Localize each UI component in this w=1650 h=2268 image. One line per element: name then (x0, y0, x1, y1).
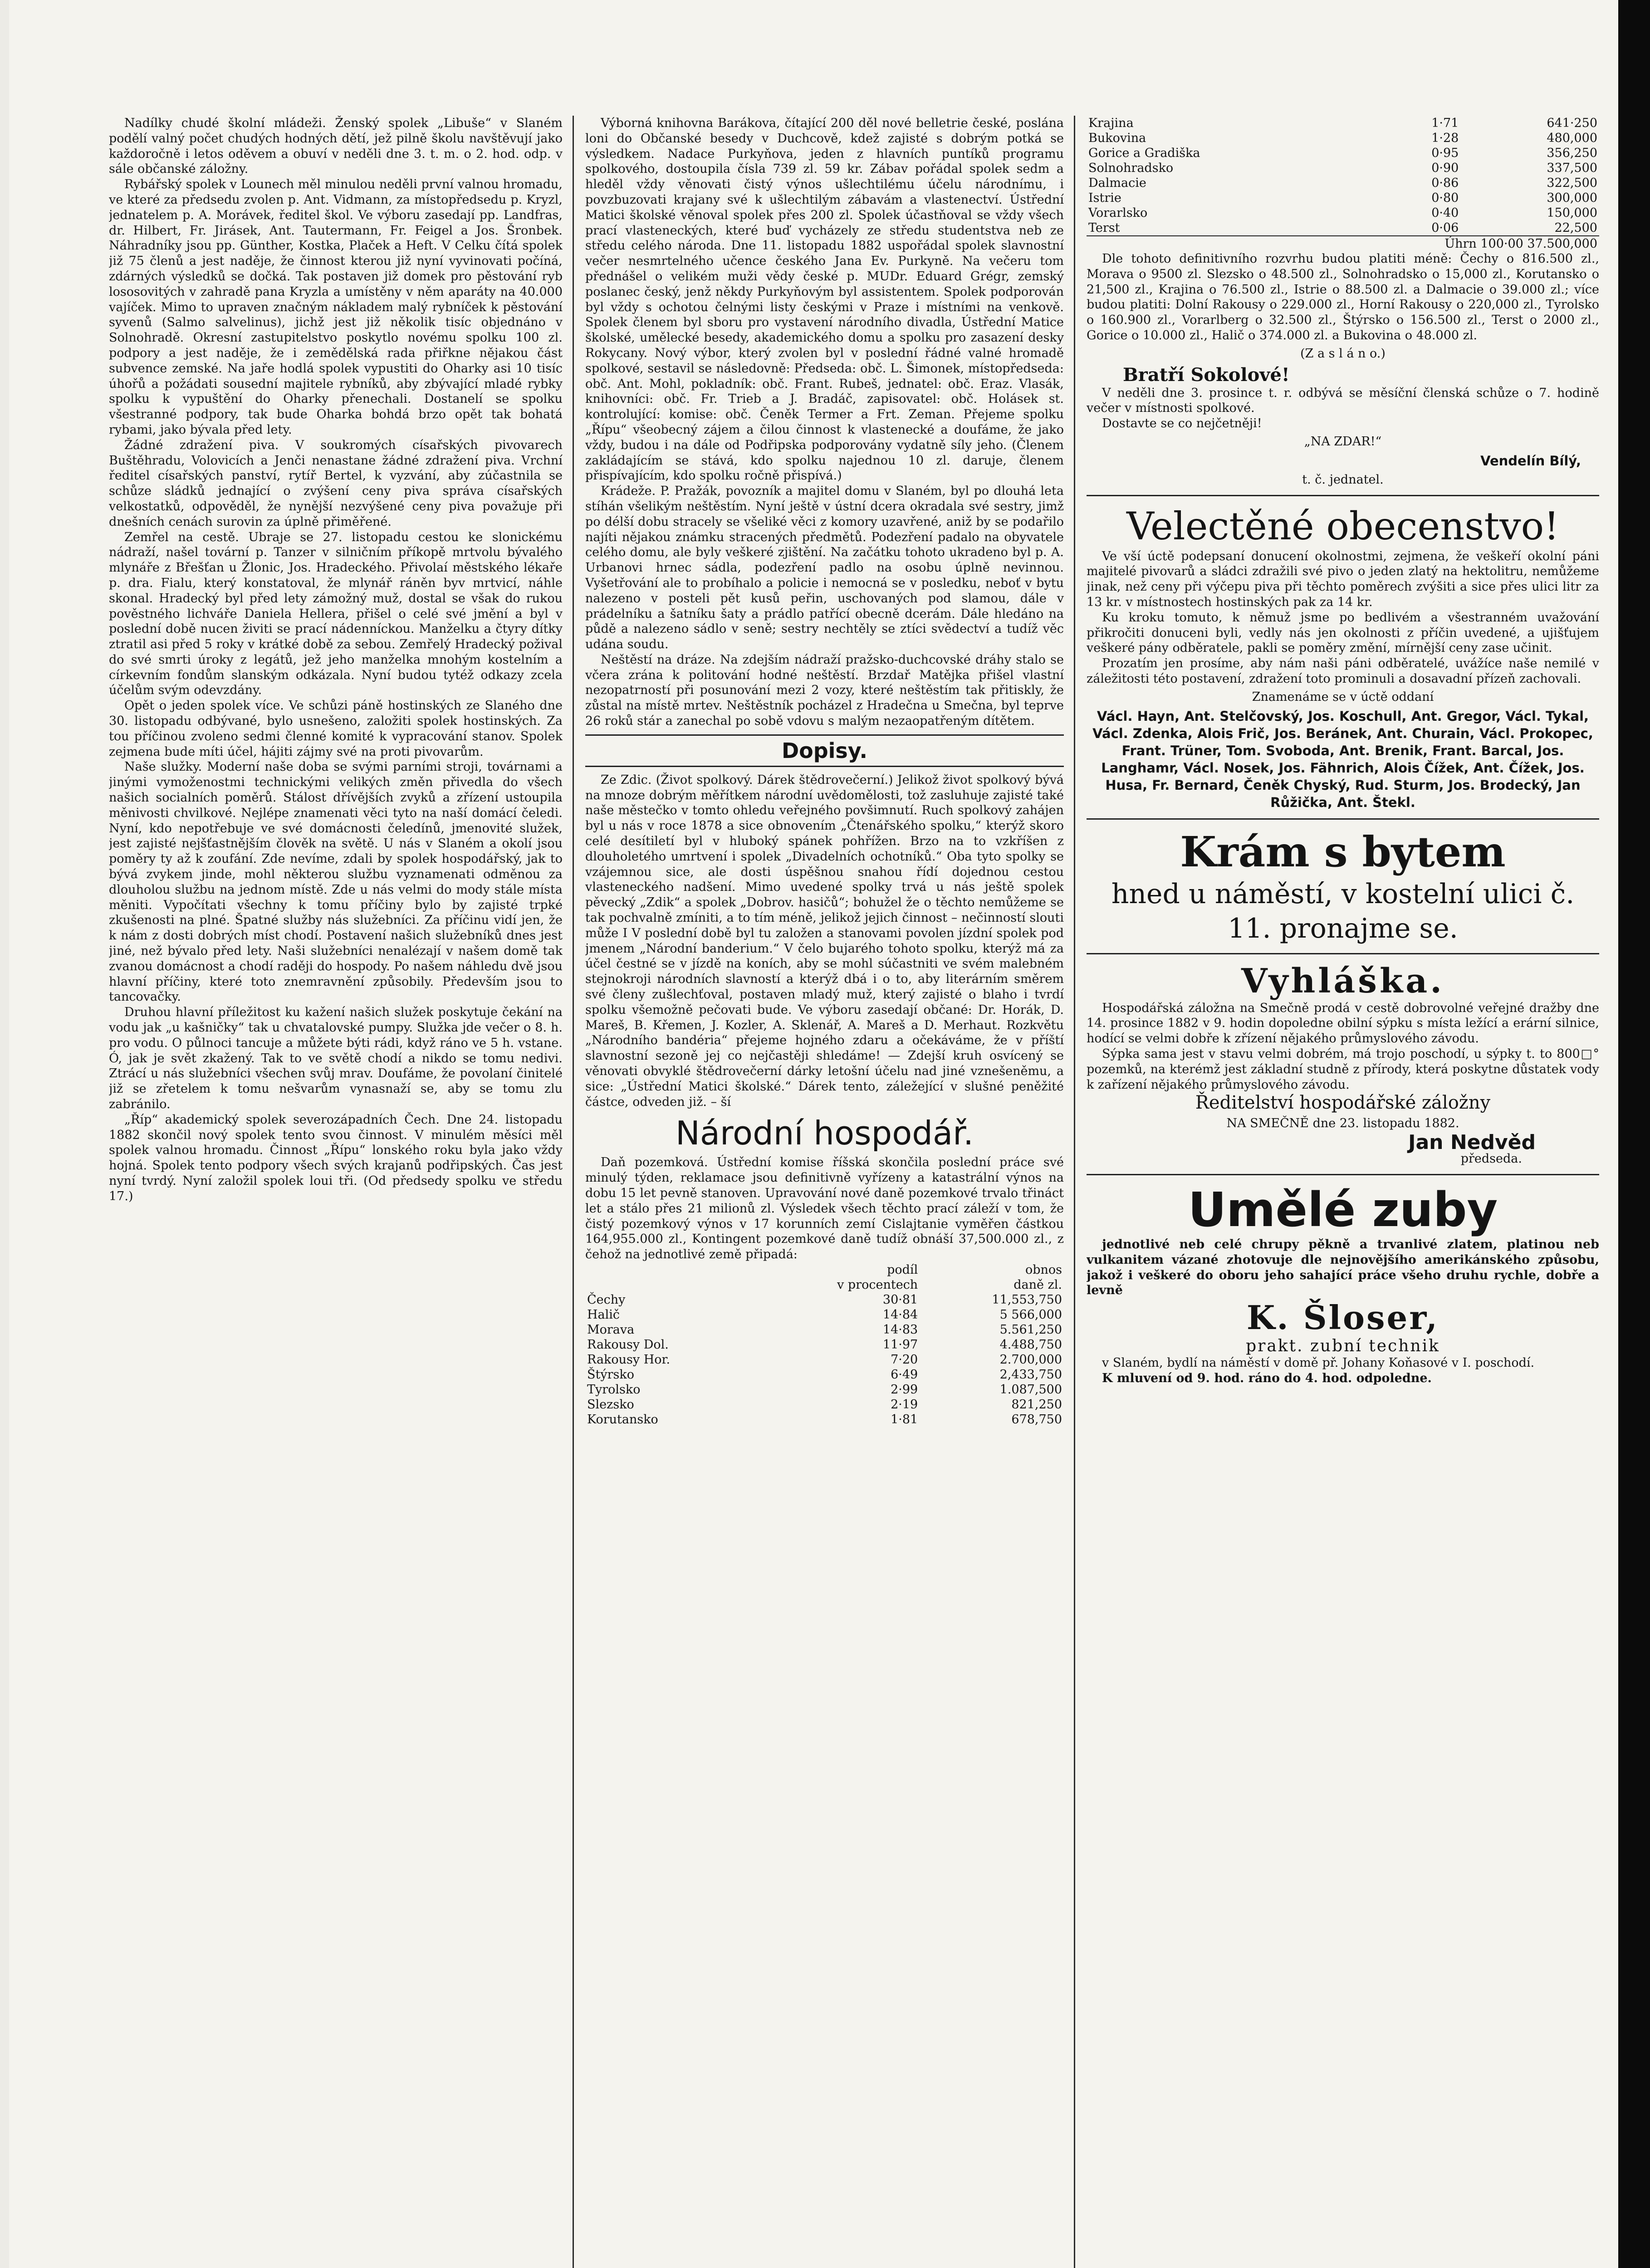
article-druha-prilezitost: Druhou hlavní příležitost ku kažení našich služek poskytuje čekání na vodu jak „u kašničky“ tak u chvatalovské pumpy. Služka jde večer o 8. h. pro vodu. O půlnoci tancuje a můžete býti rádi, když ráno ve 5 h. vstane. Ó, jak je svět zkažený. Tak to ve světě chodí a nikdo se tomu nedivi. Ztrácí u nás služebníci všechen svůj mrav. Doufáme, že povolaní činitelé již se zřetelem k tomu nešvarům vynasnaží se, aby se tomu zlu zabránilo. (109, 1005, 563, 1111)
column-2 (585, 116, 1064, 2268)
share: 0·86 (1431, 176, 1459, 190)
tax-head-amount: obnos (1025, 1262, 1062, 1277)
amount: 11,553,750 (992, 1292, 1062, 1307)
tax-conclusion: Dle tohoto definitivního rozvrhu budou platiti méně: Čechy o 816.500 zl., Morava o 9500 zl. Slezsko o 48.500 zl., Solnohradsko o 15,000 zl., Korutansko o 21,500 zl., Krajina o 76.500 zl., Istrie o 88.500 zl. a Dalmacie o 39.000 zl.; více budou platiti: Dolní Rakousy o 229.000 zl., Horní Rakousy o 220,000 zl., Tyrolsko o 160.900 zl., Vorarlberg o 32.500 zl., Štýrsko o 156.500 zl., Terst o 2000 zl., Gorice o 10.000 zl., Halič o 374.000 zl. a Bukovina o 48.000 zl. (1087, 252, 1599, 342)
share: 1·71 (1431, 116, 1459, 130)
scan-edge (1618, 0, 1650, 2268)
table-row (1087, 146, 1599, 161)
article-nadilky: Nadílky chudé školní mládeži. Ženský spolek „Libuše“ v Slaném podělí valný počet chudých hodných dětí, jež pilně školu navštěvují jako každoročně i letos oděvem a obuví v neděli dne 3. t. m. o 2. hod. odp. v sále občanské záložny. (109, 116, 563, 176)
column-1 (109, 116, 563, 2268)
article-zdrazeni-piva: Žádné zdražení piva. V soukromých císařských pivovarech Buštěhradu, Volovicích a Jenči nenastane žádné zdražení piva. Vrchní ředitel císařských panství, rytíř Bertel, k vyzvání, aby zúčastnila se schůze sládků jednající o zvýšení ceny piva správa císařských velkostatků, odpověděl, že nynější nezvýšené ceny piva považuje při dnešních cenách surovin za úplně přiměřené. (109, 438, 563, 529)
amount: 300,000 (1547, 191, 1597, 205)
article-nestesti-na-draze: Neštěstí na dráze. Na zdejším nádraží pražsko-duchcovské dráhy stalo se včera zrána k politování hodné neštěstí. Brzdař Matějka přišel vlastní nezopatrností při posunování mezi 2 vozy, které neštěstím tak přitiskly, že zůstal na místě mrtev. Neštěstník pocházel z Hradečna u Smečna, byl teprve 26 roků stár a zanechal po sobě vdovu s malým nezaopatřeným dítětem. (585, 652, 1064, 728)
table-row (1087, 191, 1599, 205)
table-row (585, 1382, 1064, 1397)
table-row (1087, 116, 1599, 131)
divider (1087, 495, 1599, 496)
article-rip-spolek: „Říp“ akademický spolek severozápadních Čech. Dne 24. listopadu 1882 skončil nový spolek tento svou činnost. V minulém měsíci měl spolek valnou hromadu. Činnost „Řípu“ lonského roku byla jako vždy hojná. Spolek tento podpory všech svých krajanů podřipských. Čas jest nyní tvrdý. Nyní založil spolek loui tři. (Od předsedy spolku ve středu 17.) (109, 1112, 563, 1203)
share: 11·97 (882, 1337, 918, 1352)
znamename: Znamenáme se v úctě oddaní (1252, 689, 1434, 704)
sloser-hours: K mluvení od 9. hod. ráno do 4. hod. odpoledne. (1102, 1371, 1432, 1385)
amount: 150,000 (1547, 206, 1597, 220)
zuby-heading: Umělé zuby (1188, 1182, 1498, 1237)
divider (1087, 1174, 1599, 1175)
zaslano-label: (Z a s l á n o.) (1300, 346, 1386, 361)
vyhlaska-heading: Vyhláška. (1241, 961, 1444, 1001)
article-dan-pozemkova: Daň pozemková. Ústřední komise říšská skončila poslední práce své minulý týden, reklamace jsou definitivně vyřízeny a katastrální výnos na dobu 15 let pevně stanoven. Upravování nové daně pozemkové trvalo třináct let a stálo přes 21 milionů zl. Výsledek všech těchto prací záleží v tom, že čistý pozemkový výnos v 17 korunních zemí Cislajtanie vyměřen částkou 164,955.000 zl., Kontingent pozemkové daně tudíž obnáší 37,500.000 zl., z čehož na jednotlivé země připadá: (585, 1155, 1064, 1262)
vyhlaska-text-2: Sýpka sama jest v stavu velmi dobrém, má trojo poschodí, u sýpky t. to 800□° pozemků, na kterémž jest základní studně z přírody, která poskytne důstatek vody k zařízení nějakého průmyslového závodu. (1087, 1046, 1599, 1092)
amount: 2.700,000 (999, 1352, 1062, 1367)
velectene-text-3: Prozatím jen prosíme, aby nám naši páni odběratelé, uvážíce naše nemilé v záležitosti této postavení, zdražení toto prominuli a dosavadní přízeň zachovali. (1087, 656, 1599, 686)
tax-head-amount-2: daně zl. (1014, 1277, 1062, 1292)
sokol-text: V neděli dne 3. prosince t. r. odbývá se měsíční členská schůze o 7. hodině večer v místnosti spolkové. (1087, 386, 1599, 415)
column-3 (1087, 116, 1599, 2268)
amount: 5.561,250 (999, 1322, 1062, 1337)
article-kradeze: Krádeže. P. Pražák, povozník a majitel domu v Slaném, byl po dlouhá leta stíhán všelikým neštěstím. Nyní ještě v ústní dcera okradala své sestry, jimž po délší dobu stracely se všeliké věci z komory uzavřené, aniž by se podařilo najíti nějakou známku stracených předmětů. Podezření padalo na obyvatele celého domu, ale byly veškeré zjištění. Na začátku tohoto ukradeno byl p. A. Urbanovi hrnec sádla, podezření padlo na osobu úplně nevinnou. Vyšetřování ale to probíhalo a policie i nemocná se v posledku, neboť v bytu nalezeno v posteli pět kusů peřin, uschovaných pod slamou, dále v prádelníku a šatníku šaty a prádlo patřící obecně dcerám. Dále hledáno na půdě a nalezeno sádlo v seně; sestry nechtěly se ztíci svědectví a tudíž věc udána soudu. (585, 484, 1064, 652)
na-zdar: „NA ZDAR!“ (1304, 434, 1382, 449)
amount: 337,500 (1547, 161, 1597, 175)
share: 1·81 (891, 1412, 918, 1427)
land: Istrie (1088, 191, 1121, 205)
section-dopisy: Dopisy. (585, 734, 1064, 767)
land: Solnohradsko (1088, 161, 1174, 175)
land: Slezsko (587, 1397, 634, 1412)
table-row (585, 1307, 1064, 1322)
amount: 4.488,750 (999, 1337, 1062, 1352)
kram-heading: Krám s bytem (1180, 827, 1506, 876)
vyhlaska-date: NA SMEČNĚ dne 23. listopadu 1882. (1226, 1116, 1459, 1131)
tax-total: Úhrn 100·00 37.500,000 (1087, 236, 1599, 251)
article-knihovna: Výborná knihovna Barákova, čítající 200 děl nové belletrie české, poslána loni do Občanské besedy v Duchcově, kdež zajisté s dobrým potká se výsledkem. Nadace Purkyňova, jeden z hlavních puntíků programu spolkového, dostoupila čísla 739 zl. 59 kr. Zábav pořádal spolek sedm a hleděl vždy věnovati čistý výnos ušlechtilému účelu národnímu, i povzbuzovati krajany své k ušlechtilým zábavám a vlastenectví. Ústřední Matici školské věnoval spolek přes 200 zl. Spolek účastňoval se vždy všech prací vlasteneckých, které buď vycházely ze středu studentstva neb ze středu celého národa. Dne 11. listopadu 1882 uspořádal spolek slavnostní večer nesmrtelného učence českého Jana Ev. Purkyně. Na večeru tom přednášel o velikém muži vědy české p. MUDr. Eduard Grégr, zemský poslanec český, jenž někdy Purkyňovým byl assistentem. Spolek podporován byl vždy s ochotou čelnými listy českými v Praze i místními na venkově. Spolek členem byl sboru pro vystavení národního divadla, Ústřední Matice školské, umělecké besedy, akademického domu a spolku pro zasazení desky Rokycany. Nový výbor, který zvolen byl v poslední řádné valné hromadě spolkové, sestavil se následovně: Předseda: obč. L. Šimonek, místopředseda: obč. Ant. Mohl, pokladník: obč. Frant. Rubeš, jednatel: obč. Eraz. Vlasák, knihovníci: obč. Fr. Trieb a J. Bradáč, zapisovatel: obč. Holásek st. kontrolující: komise: obč. Čeněk Termer a Frt. Zeman. Přejeme spolku „Řípu“ všeobecný zájem a čilou činnost k vlastenecké a doufáme, že jako vždy, budou i na dále od Podřipska podporovány vydatně síly jeho. (Členem zakládajícím se stává, kdo spolku najednou 10 zl. daruje, členem přispívajícím, kdo spolku ročně přispívá.) (585, 116, 1064, 483)
amount: 678,750 (1011, 1412, 1062, 1427)
nedved-title: předseda. (1460, 1152, 1522, 1166)
share: 14·84 (882, 1307, 918, 1322)
article-rybarsky-spolek: Rybářský spolek v Lounech měl minulou neděli první valnou hromadu, ve které za předsedu zvolen p. Ant. Vidmann, za místopředsedu p. Kryzl, jednatelem p. A. Morávek, ředitel škol. Ve výboru zasedají pp. Landfras, dr. Hilbert, Fr. Jirásek, Ant. Tautermann, Fr. Feigel a Jos. Šronbek. Náhradníky jsou pp. Günther, Kostka, Plaček a Heft. V Celku čítá spolek již 75 členů a jest naděje, že činnost kterou již nyní vyvinovati počíná, zdárných výsledků se dočká. Tak postaven již domek pro pěstování ryb lososovitých v zahradě pana Kryzla a umístěny v něm aparáty na 40.000 vajíček. Mimo to upraven značným nákladem malý rybníček k pěstování syvenů (Salmo salvelinus), jichž jest již několik tisíc objednáno v Solnohradě. Okresní zastupitelstvo poskytlo novému spolku 100 zl. podpory a jest naděje, že i zemědělská rada přiřkne nějakou část subvence zemské. Na jaře hodlá spolek vypustiti do Oharky asi 10 tisíc úhořů a požádati sousední majitele rybníků, aby zbývající mladé rybky spolku k vypuštění do Oharky přenechali. Dostanelí se spolku všestranné podpory, tak bude Oharka bohdá brzo opět tak bohatá rybami, jako bývala před lety. (109, 177, 563, 437)
article-ze-zdic: Ze Zdic. (Život spolkový. Dárek štědrovečerní.) Jelikož život spolkový bývá na mnoze dobrým měřítkem národní uvědomělosti, tož zasluhuje zajisté také naše městečko v tomto ohledu veřejného povšimnutí. Ruch spolkový zahájen byl u nás v roce 1878 a sice obnovením „Čtenářského spolku,“ kterýž skoro celé desítiletí byl v hluboký spánek pohřížen. Brzo na to vzkříšen z dlouholetého umrtvení i spolek „Divadelních ochotníků.“ Oba tyto spolky se vzájemnou sice, ale dosti úspěšnou snahou řídí dojednou cestou vlasteneckého nadšení. Mimo uvedené spolky trvá u nás ještě spolek pěvecký „Zdik“ a spolek „Dobrov. hasičů“; bohužel že o těchto nemůžeme se tak pochvalně zmíniti, a to tím méně, jelikož jejich činnost – nečinností slouti může I V poslední době byl tu založen a stanovami povolen jízdní spolek pod jmenem „Národní banderium.“ V čelo bujarého tohoto spolku, kterýž má za účel čestné se v jízdě na koních, aby se mohl súčastniti ve svém malebném stejnokroji národních slavností a kterýž dbá i o to, aby literárním směrem své členy zušlechťoval, postaven mladý muž, který zajisté o blaho i tvrdí spolku všemožně pečovati bude. Ve výboru zasedají občané: Dr. Horák, D. Mareš, B. Křemen, J. Kozler, A. Sklenář, A. Mareš a D. Merhaut. Rozkvětu „Národního bandéria“ přejeme hojného zdaru a očekáváme, že v příští slavnostní sezoně jej co nejčastěji shledáme! — Zdejší kruh osvícený se věnovati obvyklé štědrovečerní dárky letošní účelu nad jiné vznešeněmu, a sice: „Ústřední Matici školské.“ Dárek tento, záležející v slušné peněžité částce, odveden již. – ší (585, 772, 1064, 1109)
land: Rakousy Dol. (587, 1337, 669, 1352)
table-row (1087, 176, 1599, 191)
nedved-signature: Jan Nedvěd (1408, 1131, 1536, 1154)
table-row (585, 1322, 1064, 1337)
reditelstvi: Ředitelství hospodářské záložny (1195, 1092, 1491, 1114)
amount: 821,250 (1011, 1397, 1062, 1412)
table-row (585, 1412, 1064, 1427)
amount: 480,000 (1547, 131, 1597, 145)
land: Morava (587, 1322, 635, 1337)
share: 0·06 (1431, 221, 1459, 235)
tax-table-b (1087, 116, 1599, 251)
land: Bukovina (1088, 131, 1146, 145)
tax-head-share: podíl (887, 1262, 918, 1277)
share: 6·49 (891, 1367, 918, 1382)
amount: 22,500 (1554, 221, 1597, 235)
velectene-heading: Velectěné obecenstvo! (1126, 503, 1559, 548)
land: Gorice a Gradiška (1088, 146, 1200, 160)
land: Čechy (587, 1292, 626, 1307)
table-row (1087, 161, 1599, 176)
table-row (585, 1367, 1064, 1382)
share: 2·99 (891, 1382, 918, 1397)
amount: 5 566,000 (999, 1307, 1062, 1322)
tax-table-a (585, 1262, 1064, 1427)
table-row (585, 1292, 1064, 1307)
kram-text: hned u náměstí, v kostelní ulici č. 11. pronajme se. (1111, 878, 1575, 944)
sloser-title: prakt. zubní technik (1246, 1337, 1440, 1356)
vendelin-signature: Vendelín Bílý, (1480, 453, 1581, 469)
velectene-text-2: Ku kroku tomuto, k němuž jsme po bedlivém a všestranném uvažování přikročiti donuceni byli, vedly nás jen okolnosti z příčin uvedené, a ujišťujem veškeré pány odběratele, pakli se poměry změní, mírnější ceny zase učinit. (1087, 610, 1599, 655)
table-row (1087, 131, 1599, 146)
amount: 356,250 (1547, 146, 1597, 160)
land: Dalmacie (1088, 176, 1146, 190)
velectene-text: Ve vší úctě podepsaní donucení okolnostmi, zejmena, že veškeří okolní páni majitelé pivovarů a sládci zdražili své pivo o jeden zlatý na hektolitru, nemůžeme jinak, než ceny při výčepu piva při těchto poměrech zvýšiti a sice přes ulici litr za 13 kr. v místnostech hostinských pak za 14 kr. (1087, 549, 1599, 609)
land: Štýrsko (587, 1367, 634, 1382)
share: 0·80 (1431, 191, 1459, 205)
share: 14·83 (882, 1322, 918, 1337)
sokol-heading: Bratří Sokolové! (1123, 364, 1290, 386)
column-rule-2 (1074, 116, 1075, 2268)
land: Korutansko (587, 1412, 658, 1427)
sokol-text-2: Dostavte se co nejčetněji! (1102, 416, 1262, 431)
column-rule-1 (573, 116, 574, 2268)
table-row (585, 1352, 1064, 1367)
land: Rakousy Hor. (587, 1352, 671, 1367)
table-row (585, 1397, 1064, 1412)
signers-list: Václ. Hayn, Ant. Stelčovský, Jos. Koschull, Ant. Gregor, Václ. Tykal, Václ. Zdenka, Alois Frič, Jos. Beránek, Ant. Churain, Václ. Prokopec, Frant. Trüner, Tom. Svoboda, Ant. Brenik, Frant. Barcal, Jos. Langhamr, Václ. Nosek, Jos. Fähnrich, Alois Čížek, Ant. Čížek, Jos. Husa, Fr. Bernard, Čeněk Chyský, Rud. Sturm, Jos. Brodecký, Jan Růžička, Ant. Štekl. (1092, 708, 1593, 810)
vyhlaska-text: Hospodářská záložna na Smečně prodá v cestě dobrovolné veřejné dražby dne 14. prosince 1882 v 9. hodin dopoledne obilní sýpku s místa ležící a erární silnice, hodící se velmi dobře k zřízení nějakého průmyslového závodu. (1087, 1001, 1599, 1046)
share: 0·40 (1431, 206, 1459, 220)
amount: 322,500 (1547, 176, 1597, 190)
amount: 641·250 (1547, 116, 1597, 130)
share: 2·19 (891, 1397, 918, 1412)
share: 7·20 (891, 1352, 918, 1367)
table-row (1087, 220, 1599, 236)
sloser-name: K. Šloser, (1246, 1298, 1439, 1337)
sloser-address: v Slaném, bydlí na náměstí v domě př. Johany Koňasové v I. poschodí. (1102, 1356, 1535, 1370)
divider (1087, 953, 1599, 954)
land: Halič (587, 1307, 620, 1322)
article-nase-sluzky: Naše služky. Moderní naše doba se svými parními stroji, továrnami a jinými vymoženostmi technickými velikých změn přivedla do všech našich socialních poměrů. Stálost dřívějších zvyků a zřízení ustoupila měnivosti chvilkové. Nejlépe znamenati věci tyto na naší domácí čeledi. Nyní, kdo nepotřebuje ve své domácnosti čeledínů, jmenovité služek, jest zajisté nejšťastnějším člověk na světě. U nás v Slaném a okolí jsou poměry ty až k zoufání. Zde nevíme, zdali by spolek hospodářský, jak to bývá zvykem jinde, mohl některou službu vyznamenati odměnou za dlouholou službu na jednom místě. Zde u nás velmi do mody stále místa měniti. Vypočítati všechny k tomu příčiny bylo by zajisté trpké zkušenosti na plné. Špatné služby nás služebníci. Za příčinu vidí jen, že k nám z dosti dobrých míst chodí. Postavení našich služebníků dnes jest jiné, než bývalo před lety. Naši služebníci nenalézají v našem domě tak zvanou domácnost a chodí raději do hospody. Po našem náhledu dvě jsou hlavní příčiny, které toto znemravnění způsobily. Především jsou to tancovačky. (109, 760, 563, 1004)
divider (1087, 818, 1599, 820)
amount: 2,433,750 (999, 1367, 1062, 1382)
tax-head-share-2: v procentech (837, 1277, 918, 1292)
share: 30·81 (882, 1292, 918, 1307)
share: 1·28 (1431, 131, 1459, 145)
share: 0·90 (1431, 161, 1459, 175)
amount: 1.087,500 (999, 1382, 1062, 1397)
article-opet-spolek: Opět o jeden spolek více. Ve schůzi páně hostinských ze Slaného dne 30. listopadu odbývané, bylo usnešeno, založiti spolek hostinských. Za tou příčinou zvoleno sedmi členné komité k vypracování stanov. Spolek zejmena bude míti účel, hájiti zájmy své na proti pivovarům. (109, 699, 563, 759)
land: Terst (1088, 221, 1120, 235)
jednatel: t. č. jednatel. (1302, 472, 1384, 487)
land: Tyrolsko (587, 1382, 641, 1397)
section-narodni-hospodar: Národní hospodář. (676, 1114, 974, 1153)
article-zemrel-na-ceste: Zemřel na cestě. Ubraje se 27. listopadu cestou ke slonickému nádraží, našel tovární p. Tanzer v silničním příkopě mrtvolu bývalého mlynáře z Břešťan u Žlonic, Jos. Hradeckého. Přivolaí městského lékaře p. dra. Fialu, který konstatoval, že mlynář ráněn byv mrtvicí, náhle skonal. Hradecký byl před lety zámožný muž, dostal se však do rukou pověstného lichváře Daniela Hellera, přišel o celé své jmění a byl v poslední době nucen živiti se prací nádenníckou. Manželku a čtyry dítky ztratil asi před 5 roky v krátké době za sebou. Zemřelý Hradecký požival do své smrti úroky z legátů, jež jeho manželka mnohým kostelním a církevním fondům slanským odkázala. Nyní budou tytéž odkazy zcela účelům svým odevzdány. (109, 530, 563, 698)
share: 0·95 (1431, 146, 1459, 160)
zuby-text: jednotlivé neb celé chrupy pěkně a trvanlivé zlatem, platinou neb vulkanitem vázané zhotovuje dle nejnovějšího amerikánského způsobu, jakož i veškeré do oboru jeho sahající práce všeho druhu rychle, dobře a levně (1087, 1237, 1599, 1298)
land: Vorarlsko (1088, 206, 1148, 220)
table-row (1087, 205, 1599, 220)
land: Krajina (1088, 116, 1134, 130)
table-row (585, 1337, 1064, 1352)
